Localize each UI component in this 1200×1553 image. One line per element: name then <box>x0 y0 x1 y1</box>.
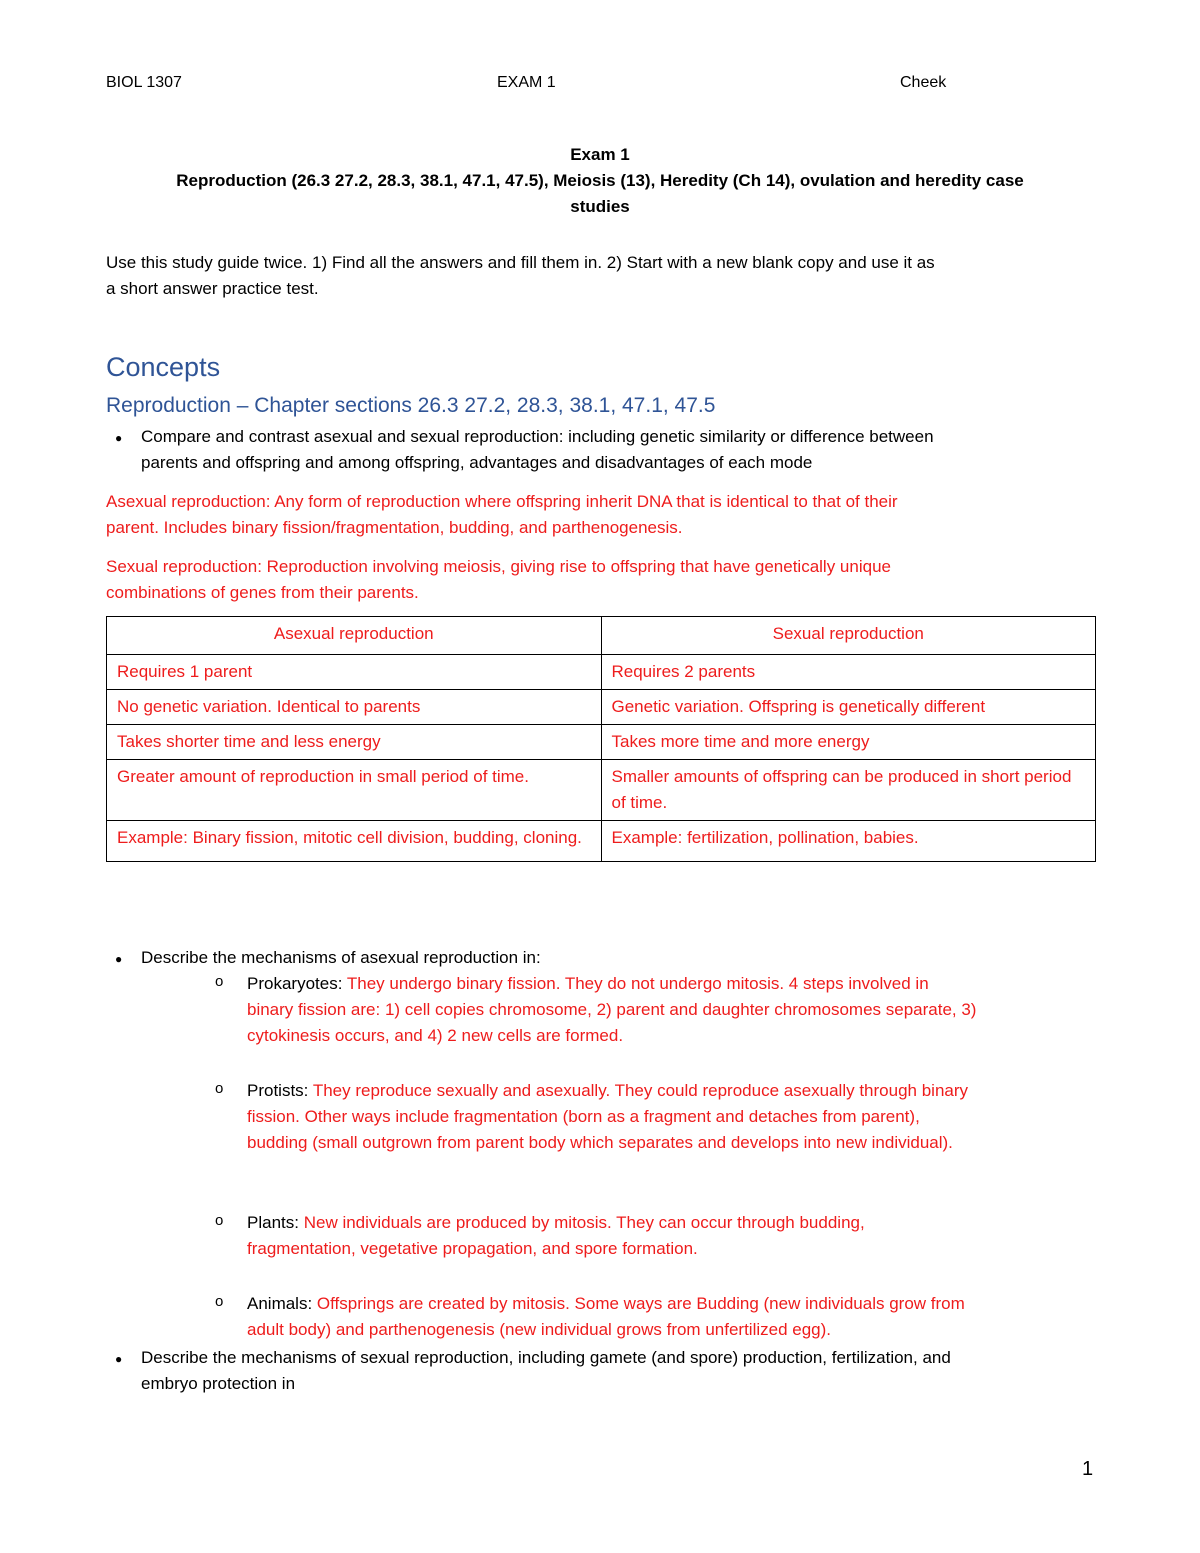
concepts-heading: Concepts <box>106 352 221 382</box>
plants-line-1: New individuals are produced by mitosis. They can occur through budding, <box>298 1213 865 1232</box>
bullet-sexual-line-1: Describe the mechanisms of sexual reproduction, including gamete (and spore) production, fertilization, and <box>141 1348 951 1367</box>
header-course: BIOL 1307 <box>106 74 182 91</box>
header-instructor: Cheek <box>900 74 947 91</box>
circle-bullet-icon: o <box>215 1293 224 1310</box>
title-line-3: studies <box>570 197 630 216</box>
bullet-icon: ● <box>115 952 123 966</box>
animals-line-2: adult body) and parthenogenesis (new individual grows from unfertilized egg). <box>247 1320 832 1339</box>
protists-item <box>247 1078 1097 1156</box>
prokaryotes-line-1: They undergo binary fission. They do not undergo mitosis. 4 steps involved in <box>342 974 929 993</box>
table-header-asexual: Asexual reproduction <box>107 617 602 655</box>
title-line-2: Reproduction (26.3 27.2, 28.3, 38.1, 47.1, 47.5), Meiosis (13), Heredity (Ch 14), ovulation and heredity case <box>176 171 1024 190</box>
sexual-definition-line-1: Sexual reproduction: Reproduction involving meiosis, giving rise to offspring that have genetically unique <box>106 557 891 576</box>
table-cell: Greater amount of reproduction in small period of time. <box>107 760 602 821</box>
table-cell: Requires 2 parents <box>601 655 1096 690</box>
table-row <box>107 655 1096 690</box>
intro-line-2: a short answer practice test. <box>106 279 319 298</box>
title-line-1: Exam 1 <box>570 145 630 164</box>
table-cell: Takes shorter time and less energy <box>107 725 602 760</box>
circle-bullet-icon: o <box>215 1080 224 1097</box>
bullet-icon: ● <box>115 1352 123 1366</box>
sexual-definition <box>106 554 1096 606</box>
table-row <box>107 760 1096 821</box>
table-row <box>107 690 1096 725</box>
animals-line-1: Offsprings are created by mitosis. Some ways are Budding (new individuals grow from <box>312 1294 965 1313</box>
protists-line-2: fission. Other ways include fragmentation (born as a fragment and detaches from parent), <box>247 1107 920 1126</box>
protists-label: Protists: <box>247 1081 309 1100</box>
table-header-row <box>107 617 1096 655</box>
table-cell: No genetic variation. Identical to parents <box>107 690 602 725</box>
bullet-compare <box>141 424 1101 476</box>
plants-line-2: fragmentation, vegetative propagation, and spore formation. <box>247 1239 698 1258</box>
page-number: 1 <box>1082 1458 1094 1480</box>
table-cell: Example: fertilization, pollination, babies. <box>601 821 1096 862</box>
prokaryotes-item <box>247 971 1097 1049</box>
section-heading: Reproduction – Chapter sections 26.3 27.2, 28.3, 38.1, 47.1, 47.5 <box>106 394 716 417</box>
bullet-icon: ● <box>115 431 123 445</box>
asexual-definition-line-2: parent. Includes binary fission/fragmentation, budding, and parthenogenesis. <box>106 518 683 537</box>
intro-line-1: Use this study guide twice. 1) Find all the answers and fill them in. 2) Start with a new blank copy and use it as <box>106 253 935 272</box>
animals-item <box>247 1291 1097 1343</box>
asexual-definition <box>106 489 1096 541</box>
comparison-table <box>106 616 1096 862</box>
title-block <box>100 142 1100 220</box>
prokaryotes-line-3: cytokinesis occurs, and 4) 2 new cells are formed. <box>247 1026 624 1045</box>
table-cell: Smaller amounts of offspring can be produced in short period of time. <box>601 760 1096 821</box>
plants-item <box>247 1210 1097 1262</box>
table-cell: Genetic variation. Offspring is genetically different <box>601 690 1096 725</box>
circle-bullet-icon: o <box>215 1212 224 1229</box>
bullet-sexual-line-2: embryo protection in <box>141 1374 296 1393</box>
table-cell: Requires 1 parent <box>107 655 602 690</box>
bullet-sexual-mechanisms <box>141 1345 1101 1397</box>
sexual-definition-line-2: combinations of genes from their parents. <box>106 583 419 602</box>
table-cell: Example: Binary fission, mitotic cell division, budding, cloning. <box>107 821 602 862</box>
bullet-asexual-mechanisms: Describe the mechanisms of asexual reproduction in: <box>141 948 541 967</box>
animals-label: Animals: <box>247 1294 313 1313</box>
table-cell: Takes more time and more energy <box>601 725 1096 760</box>
asexual-definition-line-1: Asexual reproduction: Any form of reproduction where offspring inherit DNA that is identical to that of their <box>106 492 898 511</box>
protists-line-1: They reproduce sexually and asexually. They could reproduce asexually through binary <box>308 1081 969 1100</box>
table-row <box>107 821 1096 862</box>
protists-line-3: budding (small outgrown from parent body which separates and develops into new individual). <box>247 1133 953 1152</box>
circle-bullet-icon: o <box>215 973 224 990</box>
intro-text <box>106 250 1096 302</box>
prokaryotes-line-2: binary fission are: 1) cell copies chromosome, 2) parent and daughter chromosomes separate, 3) <box>247 1000 977 1019</box>
table-row <box>107 725 1096 760</box>
bullet-compare-line-1: Compare and contrast asexual and sexual reproduction: including genetic similarity or difference between <box>141 427 934 446</box>
table-header-sexual: Sexual reproduction <box>601 617 1096 655</box>
prokaryotes-label: Prokaryotes: <box>247 974 343 993</box>
header-exam: EXAM 1 <box>497 74 556 91</box>
plants-label: Plants: <box>247 1213 299 1232</box>
bullet-compare-line-2: parents and offspring and among offspring, advantages and disadvantages of each mode <box>141 453 813 472</box>
